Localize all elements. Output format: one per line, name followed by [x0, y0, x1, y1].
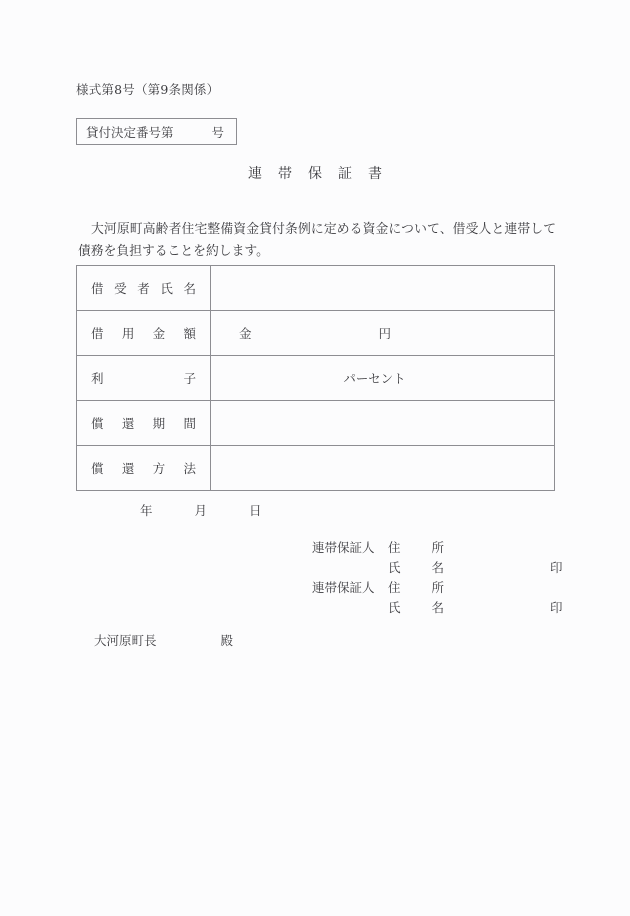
- guarantor-1-name-label: [388, 558, 444, 576]
- guarantor-2-name-line: [312, 598, 563, 618]
- row-value-interest-text: パーセント: [343, 371, 406, 386]
- label-char: 住: [388, 540, 401, 555]
- guarantor-2-name-label: [388, 598, 444, 616]
- guarantor-1-seal-mark: 印: [550, 560, 563, 575]
- label-char: 氏: [388, 560, 401, 575]
- table-row: [77, 356, 555, 401]
- table-row: [77, 446, 555, 491]
- guarantor-2-address-line: [312, 578, 563, 598]
- row-value-loan-amount: [211, 311, 555, 356]
- row-value-loan-amount-row: [239, 324, 554, 342]
- label-char: 氏: [160, 281, 173, 296]
- addressee-name: 大河原町長: [94, 633, 157, 648]
- date-line: [140, 501, 261, 519]
- label-char: 償: [91, 461, 104, 476]
- label-char: 利: [91, 371, 104, 386]
- label-char: 氏: [388, 600, 401, 615]
- loan-decision-number-box: [76, 118, 237, 145]
- guarantor-1-address-line: [312, 538, 563, 558]
- label-char: 還: [121, 461, 135, 476]
- row-label-repayment-period: [77, 401, 211, 446]
- table-row: [77, 401, 555, 446]
- label-char: 方: [152, 461, 166, 476]
- row-label-repayment-period-text: [91, 414, 196, 432]
- label-char: 子: [183, 371, 196, 386]
- label-char: 者: [137, 281, 150, 296]
- currency-unit: 円: [378, 326, 392, 341]
- label-char: 所: [431, 540, 444, 555]
- guarantor-1-role-label: 連帯保証人: [312, 540, 375, 555]
- loan-decision-number-prefix: 貸付決定番号第: [86, 124, 174, 140]
- row-label-repayment-method: [77, 446, 211, 491]
- row-label-loan-amount: [77, 311, 211, 356]
- guarantor-2-address-label: [388, 578, 444, 596]
- date-year-label: 年: [140, 503, 153, 518]
- label-char: 還: [121, 416, 135, 431]
- label-char: 償: [91, 416, 104, 431]
- guarantor-1-address-label: [388, 538, 444, 556]
- label-char: 名: [431, 600, 444, 615]
- row-value-borrower-name: [211, 266, 555, 311]
- loan-decision-number-suffix: 号: [211, 124, 224, 140]
- table-row: [77, 311, 555, 356]
- label-char: 名: [431, 560, 444, 575]
- label-char: 名: [183, 281, 196, 296]
- date-day-label: 日: [248, 503, 262, 518]
- date-month-label: 月: [194, 503, 207, 518]
- row-value-repayment-period: [211, 401, 555, 446]
- loan-decision-number-inner: [77, 119, 236, 144]
- label-char: 期: [152, 416, 166, 431]
- label-char: 所: [431, 580, 444, 595]
- label-char: 住: [388, 580, 401, 595]
- table-row: [77, 266, 555, 311]
- row-label-repayment-method-text: [91, 459, 196, 477]
- guarantor-signature-block: [312, 538, 563, 618]
- guarantor-2-seal-mark: 印: [550, 600, 563, 615]
- label-char: 間: [183, 416, 196, 431]
- row-label-loan-amount-text: [91, 324, 196, 342]
- label-char: 金: [152, 326, 166, 341]
- label-char: 法: [183, 461, 196, 476]
- label-char: 受: [114, 281, 127, 296]
- row-value-interest: [211, 356, 555, 401]
- row-value-repayment-method: [211, 446, 555, 491]
- currency-prefix: 金: [239, 326, 252, 341]
- row-label-interest: [77, 356, 211, 401]
- row-label-borrower-name: [77, 266, 211, 311]
- guarantor-2-role-label: 連帯保証人: [312, 580, 375, 595]
- guarantee-details-table: [76, 265, 555, 491]
- label-char: 借: [91, 326, 104, 341]
- addressee-line: [94, 631, 233, 649]
- form-number: 様式第8号（第9条関係）: [76, 82, 220, 97]
- document-title: 連帯保証書: [248, 166, 398, 182]
- addressee-honorific: 殿: [220, 633, 234, 648]
- label-char: 借: [91, 281, 104, 296]
- label-char: 用: [121, 326, 135, 341]
- row-label-borrower-name-text: [91, 279, 196, 297]
- label-char: 額: [183, 326, 196, 341]
- guarantee-details-table-body: [77, 266, 555, 491]
- body-paragraph: 大河原町高齢者住宅整備資金貸付条例に定める資金について、借受人と連帯して債務を負担することを約します。: [78, 222, 556, 259]
- guarantor-1-name-line: [312, 558, 563, 578]
- row-label-interest-text: [91, 369, 196, 387]
